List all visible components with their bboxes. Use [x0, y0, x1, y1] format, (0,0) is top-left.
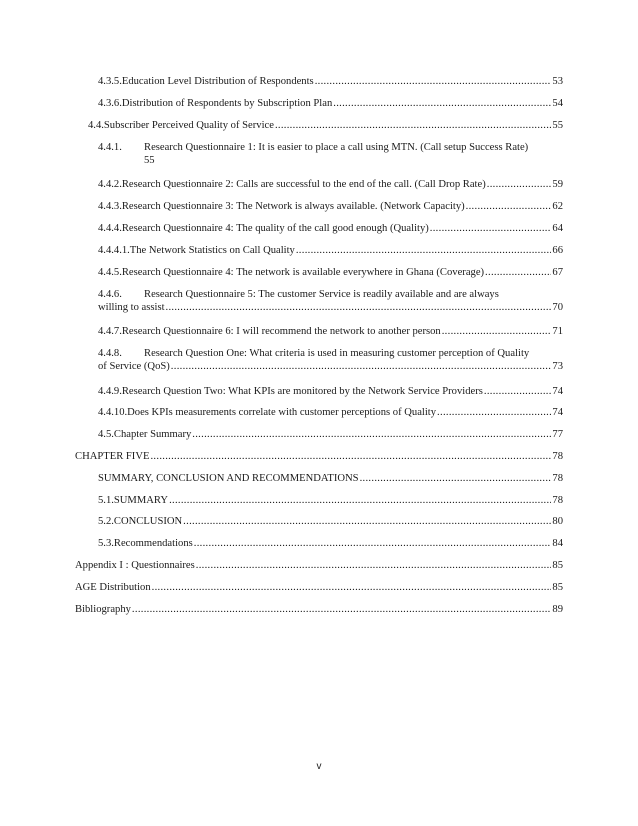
- toc-page: 74: [552, 407, 563, 418]
- toc-title: Research Questionnaire 4: The quality of the call good enough (Quality): [121, 223, 429, 234]
- toc-entry-4-4-1[interactable]: [98, 141, 563, 167]
- toc-entry-4-4-6[interactable]: [98, 288, 563, 314]
- toc-entry-4-4[interactable]: [88, 119, 563, 132]
- toc-entry-4-3-6[interactable]: [98, 97, 563, 110]
- toc-entry-5-1[interactable]: [98, 494, 563, 507]
- toc-title: Research Questionnaire 4: The network is available everywhere in Ghana (Coverage): [121, 267, 485, 278]
- toc-page: 55: [552, 120, 563, 131]
- toc-number: 4.4.10.: [98, 407, 128, 418]
- leader-dots: [196, 559, 552, 572]
- toc-entry-4-5[interactable]: [98, 428, 563, 441]
- toc-title: Research Question Two: What KPIs are monitored by the Network Service Providers: [121, 386, 483, 397]
- leader-dots: [150, 450, 551, 463]
- toc-page: 66: [552, 245, 563, 256]
- toc-page: 67: [552, 267, 563, 278]
- leader-dots: [442, 325, 552, 338]
- toc-title: Research Questionnaire 5: The customer Service is readily available and are always: [144, 289, 499, 300]
- toc-title: Appendix I : Questionnaires: [75, 560, 195, 571]
- toc-page: 80: [552, 516, 563, 527]
- toc-title: CONCLUSION: [113, 516, 183, 527]
- toc-page: 78: [552, 451, 563, 462]
- leader-dots: [275, 119, 551, 132]
- toc-number: 4.5.: [98, 429, 114, 440]
- toc-page: 53: [552, 76, 563, 87]
- toc-title: Education Level Distribution of Respondents: [121, 76, 314, 87]
- toc-number: 4.4.5.: [98, 267, 122, 278]
- leader-dots: [296, 244, 552, 257]
- toc-title: Bibliography: [75, 604, 131, 615]
- toc-title: SUMMARY: [113, 495, 169, 506]
- toc-entry-4-4-10[interactable]: [98, 406, 563, 419]
- toc-title: Does KPIs measurements correlate with customer perceptions of Quality: [127, 407, 437, 418]
- toc-entry-4-4-4-1[interactable]: [98, 244, 563, 257]
- leader-dots: [171, 360, 552, 373]
- toc-number: 4.4.8.: [98, 348, 122, 359]
- leader-dots: [152, 581, 552, 594]
- toc-number: 5.1.: [98, 495, 114, 506]
- toc-entry-4-4-7[interactable]: [98, 325, 563, 338]
- leader-dots: [430, 222, 552, 235]
- toc-page: 84: [552, 538, 563, 549]
- toc-number: 4.3.6.: [98, 98, 122, 109]
- toc-page: 64: [552, 223, 563, 234]
- toc-page: 62: [552, 201, 563, 212]
- toc-entry-age-distribution[interactable]: [75, 581, 563, 594]
- toc-title: Distribution of Respondents by Subscription Plan: [121, 98, 333, 109]
- leader-dots: [194, 537, 552, 550]
- leader-dots: [466, 200, 552, 213]
- toc-number: 4.4.4.1.: [98, 245, 130, 256]
- leader-dots: [166, 301, 552, 314]
- toc-page: 78: [552, 473, 563, 484]
- toc-title-continued: of Service (QoS): [98, 361, 170, 372]
- toc-title: AGE Distribution: [75, 582, 151, 593]
- toc-title: Subscriber Perceived Quality of Service: [103, 120, 274, 131]
- toc-title: Recommendations: [113, 538, 193, 549]
- toc-entry-4-3-5[interactable]: [98, 75, 563, 88]
- toc-entry-bibliography[interactable]: [75, 603, 563, 616]
- toc-entry-4-4-2[interactable]: [98, 178, 563, 191]
- leader-dots: [437, 406, 551, 419]
- toc-title: Research Question One: What criteria is used in measuring customer perception of Quality: [144, 348, 530, 359]
- leader-dots: [183, 515, 551, 528]
- leader-dots: [487, 178, 552, 191]
- toc-page: 85: [552, 582, 563, 593]
- toc-number: 4.4.2.: [98, 179, 122, 190]
- leader-dots: [169, 494, 551, 507]
- toc-page: 77: [552, 429, 563, 440]
- toc-title: Research Questionnaire 6: I will recommend the network to another person: [121, 326, 441, 337]
- toc-page: 54: [552, 98, 563, 109]
- toc-entry-summary-heading[interactable]: [98, 472, 563, 485]
- toc-entry-4-4-9[interactable]: [98, 385, 563, 398]
- toc-page: 89: [552, 604, 563, 615]
- toc-page: 85: [552, 560, 563, 571]
- toc-entry-5-2[interactable]: [98, 515, 563, 528]
- toc-number: 5.2.: [98, 516, 114, 527]
- toc-page: 78: [552, 495, 563, 506]
- toc-title: Chapter Summary: [113, 429, 192, 440]
- toc-entry-4-4-4[interactable]: [98, 222, 563, 235]
- toc-page: 55: [144, 155, 155, 166]
- leader-dots: [132, 603, 551, 616]
- toc-page: 73: [552, 361, 563, 372]
- toc-number: 4.4.: [88, 120, 104, 131]
- toc-entry-4-4-8[interactable]: [98, 347, 563, 373]
- toc-title: Research Questionnaire 3: The Network is always available. (Network Capacity): [121, 201, 465, 212]
- page-number-footer: v: [316, 761, 322, 772]
- toc-number: 4.4.1.: [98, 142, 122, 153]
- leader-dots: [484, 385, 552, 398]
- toc-title: Research Questionnaire 1: It is easier to place a call using MTN. (Call setup Success Rate): [144, 142, 529, 153]
- leader-dots: [485, 266, 551, 279]
- toc-entry-4-4-5[interactable]: [98, 266, 563, 279]
- toc-title: CHAPTER FIVE: [75, 451, 150, 462]
- toc-page: 74: [552, 386, 563, 397]
- toc-title: Research Questionnaire 2: Calls are successful to the end of the call. (Call Drop Rate): [121, 179, 486, 190]
- toc-title-continued: willing to assist: [98, 302, 165, 313]
- toc-page: 71: [552, 326, 563, 337]
- toc-entry-5-3[interactable]: [98, 537, 563, 550]
- toc-title: SUMMARY, CONCLUSION AND RECOMMENDATIONS: [98, 473, 359, 484]
- toc-page: 59: [552, 179, 563, 190]
- toc-entry-4-4-3[interactable]: [98, 200, 563, 213]
- toc-number: 4.3.5.: [98, 76, 122, 87]
- leader-dots: [360, 472, 552, 485]
- toc-entry-chapter-five[interactable]: [75, 450, 563, 463]
- leader-dots: [192, 428, 551, 441]
- toc-number: 4.4.9.: [98, 386, 122, 397]
- toc-number: 4.4.3.: [98, 201, 122, 212]
- toc-number: 4.4.6.: [98, 289, 122, 300]
- toc-entry-appendix[interactable]: [75, 559, 563, 572]
- toc-title: The Network Statistics on Call Quality: [129, 245, 295, 256]
- leader-dots: [315, 75, 552, 88]
- leader-dots: [333, 97, 551, 110]
- toc-number: 5.3.: [98, 538, 114, 549]
- toc-number: 4.4.4.: [98, 223, 122, 234]
- toc-number: 4.4.7.: [98, 326, 122, 337]
- toc-page: 70: [552, 302, 563, 313]
